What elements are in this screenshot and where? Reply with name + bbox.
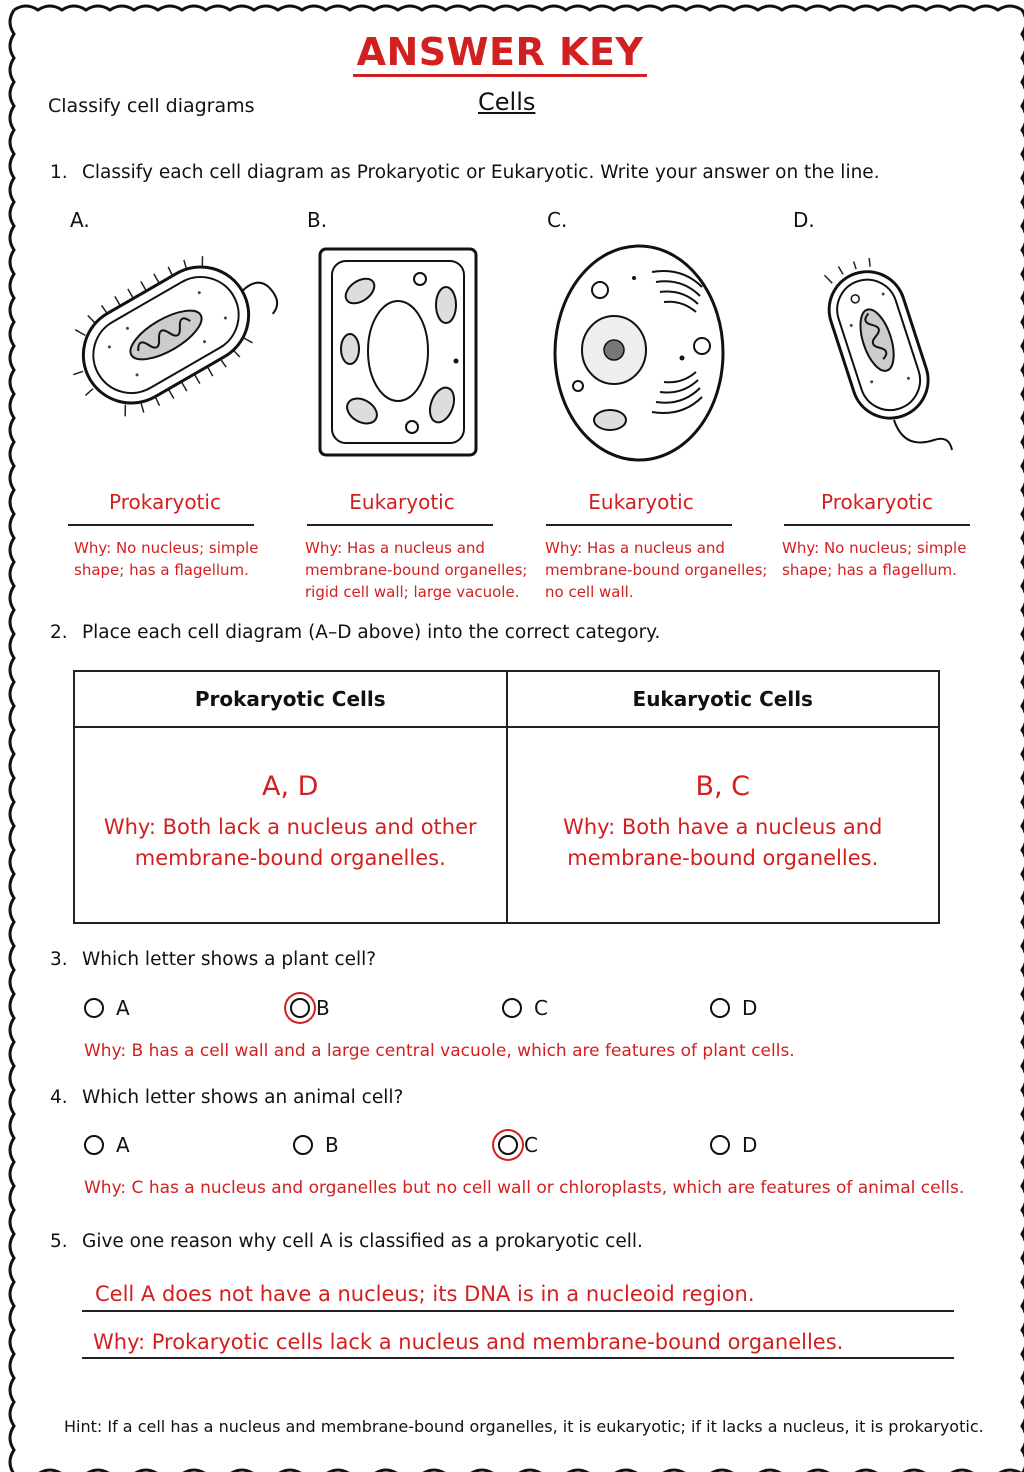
q5-answer-line-2 <box>82 1357 954 1359</box>
radio-bubble[interactable] <box>84 1135 104 1155</box>
q3-option-b[interactable]: B <box>290 996 330 1020</box>
cell-diagram-a <box>66 255 286 435</box>
answer-line-c <box>546 524 732 526</box>
radio-bubble[interactable] <box>84 998 104 1018</box>
q3-why: Why: B has a cell wall and a large central vacuole, which are features of plant cells. <box>84 1041 795 1061</box>
q3-option-d[interactable]: D <box>710 996 757 1020</box>
why-a: Why: No nucleus; simple shape; has a flagellum. <box>74 539 259 579</box>
q3-option-a[interactable]: A <box>84 996 130 1020</box>
radio-bubble-selected[interactable] <box>290 998 310 1018</box>
radio-bubble[interactable] <box>710 998 730 1018</box>
q4-option-b[interactable]: B <box>293 1133 339 1157</box>
q5-answer: Cell A does not have a nucleus; its DNA is in a nucleoid region. <box>95 1282 755 1306</box>
answer-a: Prokaryotic <box>109 490 221 514</box>
answer-line-b <box>307 524 493 526</box>
eukaryotic-cell-box <box>507 727 940 923</box>
answer-b: Eukaryotic <box>349 490 455 514</box>
q5-answer-line-1 <box>82 1310 954 1312</box>
prokaryotic-answer: A, D <box>262 771 319 802</box>
worksheet-subject: Cells <box>478 88 536 116</box>
hint-text: Hint: If a cell has a nucleus and membrane-bound organelles, it is eukaryotic; if it lacks a nucleus, it is prokaryotic. <box>64 1417 984 1436</box>
answer-line-a <box>68 524 254 526</box>
cell-diagram-b <box>316 245 481 460</box>
why-d: Why: No nucleus; simple shape; has a flagellum. <box>782 539 967 579</box>
q4-why: Why: C has a nucleus and organelles but no cell wall or chloroplasts, which are features of animal cells. <box>84 1178 965 1198</box>
why-c: Why: Has a nucleus and membrane-bound organelles; no cell wall. <box>545 539 768 601</box>
question-4: 4. Which letter shows an animal cell? <box>50 1087 404 1108</box>
question-2: 2. Place each cell diagram (A–D above) into the correct category. <box>50 622 661 643</box>
question-1 <box>50 162 880 183</box>
radio-bubble-selected[interactable] <box>498 1135 518 1155</box>
cell-diagram-c <box>552 242 727 464</box>
radio-bubble[interactable] <box>502 998 522 1018</box>
radio-bubble[interactable] <box>710 1135 730 1155</box>
prokaryotic-why: Why: Both lack a nucleus and other membrane-bound organelles. <box>103 815 477 870</box>
q4-option-c[interactable]: C <box>498 1133 538 1157</box>
worksheet-topic: Classify cell diagrams <box>48 95 255 117</box>
cell-letter-b: B. <box>307 208 328 232</box>
answer-line-d <box>784 524 970 526</box>
radio-bubble[interactable] <box>293 1135 313 1155</box>
category-table <box>73 670 940 924</box>
column-header-prokaryotic: Prokaryotic Cells <box>74 671 507 727</box>
answer-c: Eukaryotic <box>588 490 694 514</box>
cell-letter-c: C. <box>547 208 568 232</box>
cell-letter-d: D. <box>793 208 815 232</box>
q4-option-d[interactable]: D <box>710 1133 757 1157</box>
cell-diagram-d <box>808 258 958 468</box>
q5-why: Why: Prokaryotic cells lack a nucleus and membrane-bound organelles. <box>93 1330 844 1354</box>
column-header-eukaryotic: Eukaryotic Cells <box>507 671 940 727</box>
answer-d: Prokaryotic <box>821 490 933 514</box>
question-5: 5. Give one reason why cell A is classified as a prokaryotic cell. <box>50 1231 643 1252</box>
q3-option-c[interactable]: C <box>502 996 548 1020</box>
cell-letter-a: A. <box>70 208 90 232</box>
question-number: 1. <box>50 162 68 183</box>
eukaryotic-why: Why: Both have a nucleus and membrane-bound organelles. <box>563 815 883 870</box>
why-b: Why: Has a nucleus and membrane-bound organelles; rigid cell wall; large vacuole. <box>305 539 528 601</box>
q4-option-a[interactable]: A <box>84 1133 130 1157</box>
question-text: Classify each cell diagram as Prokaryotic or Eukaryotic. Write your answer on the line. <box>82 162 880 183</box>
question-3: 3. Which letter shows a plant cell? <box>50 949 377 970</box>
prokaryotic-cell-box <box>74 727 507 923</box>
eukaryotic-answer: B, C <box>695 771 751 802</box>
answer-key-title: ANSWER KEY <box>0 30 1000 74</box>
